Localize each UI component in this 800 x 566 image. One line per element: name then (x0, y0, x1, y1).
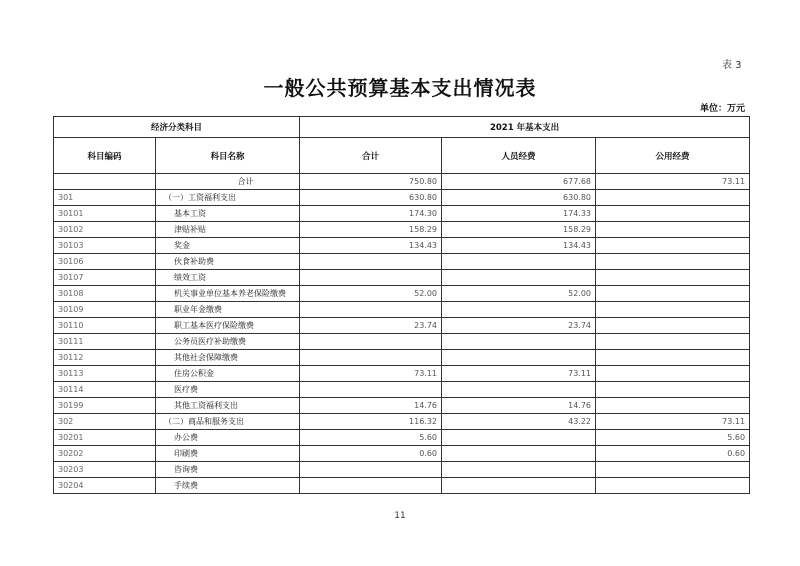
code-cell: 30203 (54, 462, 156, 478)
table-row (54, 478, 750, 494)
table-row (54, 238, 750, 254)
page-title: 一般公共预算基本支出情况表 (263, 76, 537, 100)
personnel-cell (442, 302, 596, 318)
table-row (54, 286, 750, 302)
header-public: 公用经费 (596, 138, 750, 174)
personnel-cell (442, 462, 596, 478)
personnel-cell (442, 334, 596, 350)
total-cell: 630.80 (300, 190, 442, 206)
code-cell: 30110 (54, 318, 156, 334)
code-cell: 30112 (54, 350, 156, 366)
personnel-cell: 174.33 (442, 206, 596, 222)
total-cell (300, 270, 442, 286)
public-cell (596, 382, 750, 398)
total-cell: 14.76 (300, 398, 442, 414)
personnel-cell (442, 478, 596, 494)
total-cell (300, 478, 442, 494)
table-row (54, 366, 750, 382)
public-cell (596, 318, 750, 334)
personnel-cell (442, 350, 596, 366)
name-cell: 奖金 (156, 238, 300, 254)
code-cell: 30204 (54, 478, 156, 494)
code-cell: 30108 (54, 286, 156, 302)
total-cell: 116.32 (300, 414, 442, 430)
personnel-cell (442, 254, 596, 270)
total-cell (300, 462, 442, 478)
table-row (54, 190, 750, 206)
table-number: 表 3 (722, 60, 742, 71)
table-row (54, 462, 750, 478)
unit-label: 单位：万元 (700, 104, 746, 114)
personnel-cell: 134.43 (442, 238, 596, 254)
public-cell: 5.60 (596, 430, 750, 446)
code-cell: 302 (54, 414, 156, 430)
public-cell (596, 238, 750, 254)
personnel-cell: 158.29 (442, 222, 596, 238)
name-cell: 医疗费 (156, 382, 300, 398)
public-cell (596, 206, 750, 222)
table-row (54, 334, 750, 350)
name-cell: （一）工资福利支出 (156, 190, 300, 206)
code-cell: 30103 (54, 238, 156, 254)
name-cell: 印刷费 (156, 446, 300, 462)
name-cell: 手续费 (156, 478, 300, 494)
name-cell: 其他社会保障缴费 (156, 350, 300, 366)
header-row-2 (54, 138, 750, 174)
personnel-cell (442, 446, 596, 462)
name-cell: 职业年金缴费 (156, 302, 300, 318)
public-cell (596, 366, 750, 382)
code-cell: 30107 (54, 270, 156, 286)
code-cell: 30102 (54, 222, 156, 238)
total-cell: 23.74 (300, 318, 442, 334)
public-cell (596, 350, 750, 366)
header-year-expense: 2021 年基本支出 (300, 117, 750, 138)
public-cell: 73.11 (596, 174, 750, 190)
total-cell: 5.60 (300, 430, 442, 446)
table-row (54, 174, 750, 190)
table-row (54, 254, 750, 270)
table-row (54, 414, 750, 430)
name-cell: 职工基本医疗保险缴费 (156, 318, 300, 334)
page-number: 11 (394, 511, 406, 521)
name-cell: 咨询费 (156, 462, 300, 478)
code-cell: 30111 (54, 334, 156, 350)
table-row (54, 350, 750, 366)
name-cell: （二）商品和服务支出 (156, 414, 300, 430)
name-cell: 其他工资福利支出 (156, 398, 300, 414)
name-cell: 绩效工资 (156, 270, 300, 286)
code-cell: 30101 (54, 206, 156, 222)
personnel-cell: 14.76 (442, 398, 596, 414)
public-cell: 0.60 (596, 446, 750, 462)
name-cell: 津贴补贴 (156, 222, 300, 238)
total-cell: 73.11 (300, 366, 442, 382)
header-name: 科目名称 (156, 138, 300, 174)
public-cell: 73.11 (596, 414, 750, 430)
code-cell: 30114 (54, 382, 156, 398)
public-cell (596, 222, 750, 238)
total-cell: 750.80 (300, 174, 442, 190)
public-cell (596, 190, 750, 206)
code-cell: 301 (54, 190, 156, 206)
personnel-cell: 630.80 (442, 190, 596, 206)
total-cell (300, 334, 442, 350)
personnel-cell: 52.00 (442, 286, 596, 302)
public-cell (596, 462, 750, 478)
header-econ-class: 经济分类科目 (54, 117, 300, 138)
table-row (54, 446, 750, 462)
table-body (54, 174, 750, 494)
table-row (54, 206, 750, 222)
personnel-cell: 23.74 (442, 318, 596, 334)
header-total: 合计 (300, 138, 442, 174)
total-cell (300, 302, 442, 318)
header-code: 科目编码 (54, 138, 156, 174)
code-cell: 30109 (54, 302, 156, 318)
total-cell: 134.43 (300, 238, 442, 254)
public-cell (596, 478, 750, 494)
code-cell: 30199 (54, 398, 156, 414)
total-cell: 52.00 (300, 286, 442, 302)
header-personnel: 人员经费 (442, 138, 596, 174)
code-cell: 30202 (54, 446, 156, 462)
table-row (54, 270, 750, 286)
public-cell (596, 254, 750, 270)
public-cell (596, 398, 750, 414)
name-cell: 合计 (156, 174, 300, 190)
code-cell (54, 174, 156, 190)
total-cell: 174.30 (300, 206, 442, 222)
total-cell: 0.60 (300, 446, 442, 462)
public-cell (596, 270, 750, 286)
code-cell: 30201 (54, 430, 156, 446)
name-cell: 住房公积金 (156, 366, 300, 382)
total-cell (300, 350, 442, 366)
code-cell: 30113 (54, 366, 156, 382)
personnel-cell (442, 270, 596, 286)
table-row (54, 318, 750, 334)
name-cell: 公务员医疗补助缴费 (156, 334, 300, 350)
personnel-cell: 677.68 (442, 174, 596, 190)
name-cell: 伙食补助费 (156, 254, 300, 270)
personnel-cell: 73.11 (442, 366, 596, 382)
table-row (54, 302, 750, 318)
name-cell: 机关事业单位基本养老保险缴费 (156, 286, 300, 302)
public-cell (596, 334, 750, 350)
personnel-cell (442, 430, 596, 446)
table-row (54, 430, 750, 446)
name-cell: 办公费 (156, 430, 300, 446)
table-row (54, 382, 750, 398)
personnel-cell (442, 382, 596, 398)
table-row (54, 222, 750, 238)
budget-table (53, 116, 750, 494)
total-cell: 158.29 (300, 222, 442, 238)
table-row (54, 398, 750, 414)
personnel-cell: 43.22 (442, 414, 596, 430)
public-cell (596, 286, 750, 302)
total-cell (300, 382, 442, 398)
header-row-1 (54, 117, 750, 138)
code-cell: 30106 (54, 254, 156, 270)
total-cell (300, 254, 442, 270)
public-cell (596, 302, 750, 318)
name-cell: 基本工资 (156, 206, 300, 222)
